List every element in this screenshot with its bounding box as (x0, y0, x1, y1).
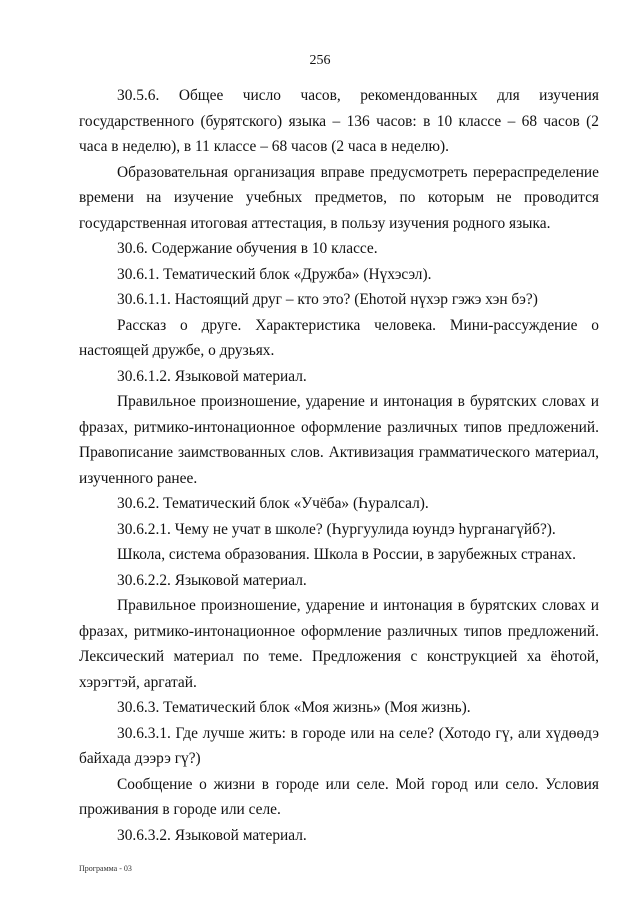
section-heading: 30.6. Содержание обучения в 10 классе. (117, 240, 378, 257)
topic-heading: 30.6.1.2. Языковой материал. (117, 367, 307, 385)
subsection-heading: 30.6.1. Тематический блок «Дружба» (Нүхэсэл). (117, 265, 432, 283)
footer-note: Программа - 03 (79, 864, 132, 873)
paragraph: Правильное произношение, ударение и интонация в бурятских словах и фразах, ритмико-интонационное оформление различных типов предложений. Правописание заимствованных слов. Активизация грамматического материал, изученного ранее. (79, 393, 599, 487)
paragraph: Рассказ о друге. Характеристика человека. Мини-рассуждение о настоящей дружбе, о друзьях. (79, 316, 599, 359)
paragraph-hours: 30.5.6. Общее число часов, рекомендованных для изучения государственного (бурятского) языка – 136 часов: в 10 классе – 68 часов (2 часа в неделю), в 11 классе – 68 часов (2 часа в неделю). (79, 87, 599, 155)
document-body (79, 83, 599, 848)
subsection-heading: 30.6.3. Тематический блок «Моя жизнь» (Моя жизнь). (117, 699, 471, 716)
topic-heading: 30.6.3.1. Где лучше жить: в городе или на селе? (Хотодо гү, али хүдөөдэ байхада дээрэ гү?) (79, 724, 599, 767)
paragraph-redistribution: Образовательная организация вправе предусмотреть перераспределение времени на изучение учебных предметов, по которым не проводится государственная итоговая аттестация, в пользу изучения родного языка. (79, 163, 599, 232)
page-number: 256 (309, 53, 331, 68)
paragraph: Сообщение о жизни в городе или селе. Мой город или село. Условия проживания в городе или селе. (79, 775, 599, 818)
topic-heading: 30.6.1.1. Настоящий друг – кто это? (Еhотой нүхэр гэжэ хэн бэ?) (117, 291, 538, 308)
paragraph: Школа, система образования. Школа в России, в зарубежных странах. (117, 546, 576, 563)
topic-heading: 30.6.3.2. Языковой материал. (117, 826, 307, 844)
paragraph: Правильное произношение, ударение и интонация в бурятских словах и фразах, ритмико-интонационное оформление различных типов предложений. Лексический материал по теме. Предложения с конструкцией ха ёhотой, хэрэгтэй, аргатай. (79, 597, 599, 691)
topic-heading: 30.6.2.2. Языковой материал. (117, 571, 307, 589)
subsection-heading: 30.6.2. Тематический блок «Учёба» (Һуралсал). (117, 495, 429, 512)
topic-heading: 30.6.2.1. Чему не учат в школе? (Һургуулида юундэ һурганагүйб?). (117, 520, 556, 538)
